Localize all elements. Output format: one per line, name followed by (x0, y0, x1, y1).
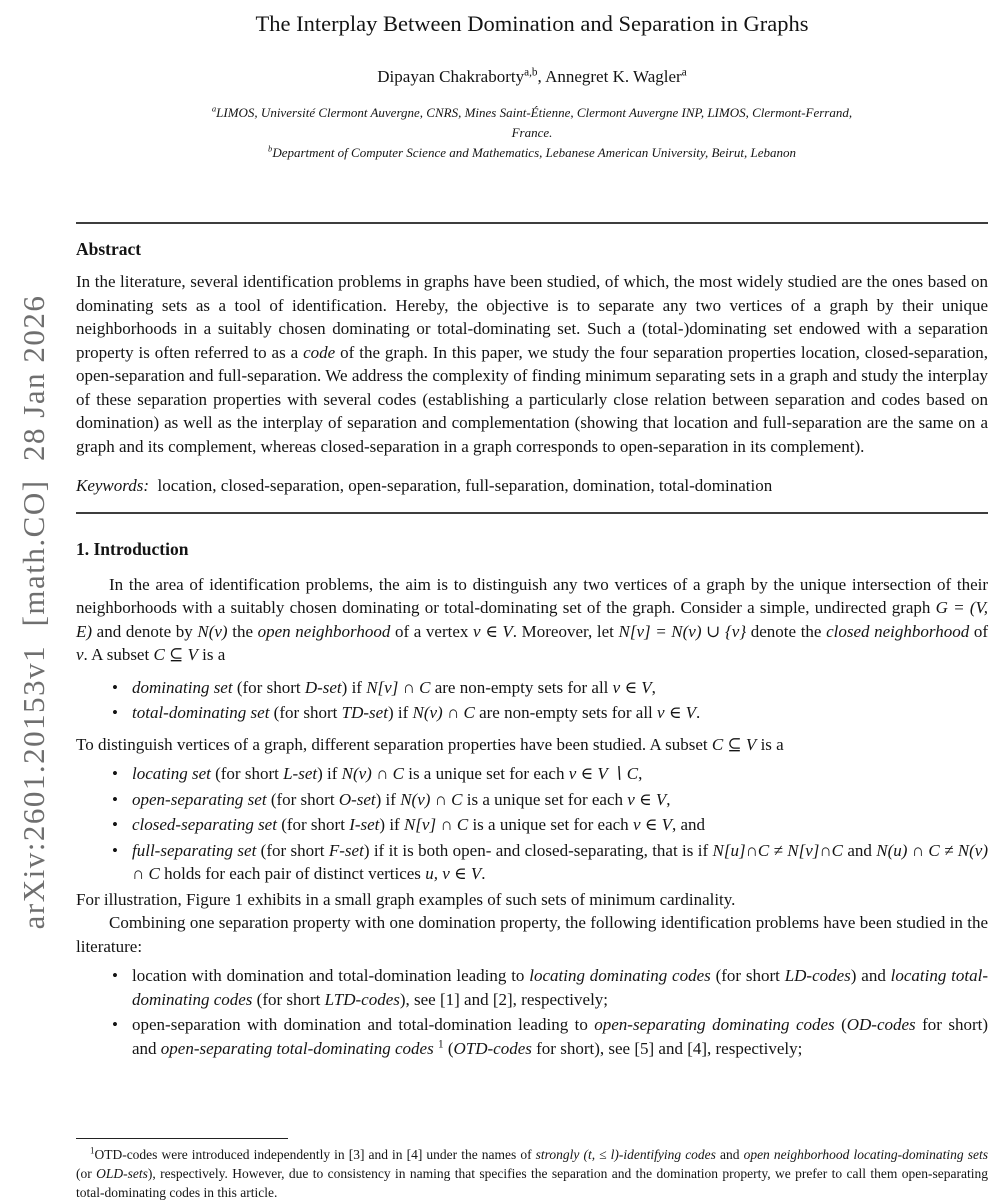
keywords-rule (76, 512, 988, 514)
intro-paragraph-2: To distinguish vertices of a graph, different separation properties have been studied. A subset C ⊆ V is a (76, 734, 784, 754)
intro-paragraph-3: For illustration, Figure 1 exhibits in a small graph examples of such sets of minimum cardinality. (76, 889, 736, 909)
list-item-total-dominating-set: • total-dominating set (for short TD-set) if N(v) ∩ C are non-empty sets for all v ∈ V. (132, 701, 988, 725)
list-item-dominating-set: • dominating set (for short D-set) if N[v] ∩ C are non-empty sets for all v ∈ V, (132, 676, 988, 700)
list-item-full-separating-set: • full-separating set (for short F-set) if it is both open- and closed-separating, that is if N[u]∩C ≠ N[v]∩C and N(u) ∩ C ≠ N(v) ∩ C holds for each pair of distinct vertices u, v ∈ V. (132, 839, 988, 886)
domination-definitions-list (76, 676, 988, 725)
list-item-closed-separating-set: • closed-separating set (for short I-set) if N[v] ∩ C is a unique set for each v ∈ V, and (132, 813, 988, 837)
affiliation-a-line2: France. (511, 125, 553, 140)
list-item-ld-codes: • location with domination and total-domination leading to locating dominating codes (for short LD-codes) and locating total-dominating codes (for short LTD-codes), see [1] and [2], respectively; (132, 964, 988, 1011)
introduction-heading: 1. Introduction (76, 538, 189, 559)
footnote-rule (76, 1138, 288, 1139)
paper-title: The Interplay Between Domination and Separation in Graphs (255, 11, 809, 36)
authors-line: Dipayan Chakraborty$^{a,b}$, Annegret K. Wagler$^a$ (377, 66, 687, 86)
list-item-locating-set: • locating set (for short L-set) if N(v) ∩ C is a unique set for each v ∈ V ∖ C, (132, 762, 988, 786)
codes-list (76, 964, 988, 1060)
abstract-body: In the literature, several identification problems in graphs have been studied, of which, the most widely studied are the ones based on dominating sets as a tool of identification. Hereby, the objective is to separate any two vertices of a graph by their unique neighborhoods in a suitably chosen dominating or total-dominating set. Such a (total-)dominating set endowed with a separation property is often referred to as a code of the graph. In this paper, we study the four separation properties location, closed-separation, open-separation and full-separation. We address the complexity of finding minimum separating sets in a graph and study the interplay of these separation properties with several codes (establishing a particularly close relation between separation and codes based on domination) as well as the interplay of separation and complementation (showing that location and full-separation are the same on a graph and its complement, whereas closed-separation in a graph corresponds to open-separation in its complement). (76, 272, 988, 456)
affiliations (76, 103, 988, 163)
list-item-otd-codes: • open-separation with domination and total-domination leading to open-separating dominating codes (OD-codes for short) and open-separating total-dominating codes $^1$ (OTD-codes for short), see [5] and [4], respectively; (132, 1013, 988, 1060)
footnote-area (76, 1138, 988, 1200)
separation-definitions-list (76, 762, 988, 886)
intro-paragraph-4: Combining one separation property with one domination property, the following identification problems have been studied in the literature: (76, 913, 988, 956)
header-rule (76, 222, 988, 224)
list-item-open-separating-set: • open-separating set (for short O-set) if N(v) ∩ C is a unique set for each v ∈ V, (132, 788, 988, 812)
abstract-heading: Abstract (76, 239, 142, 259)
keywords-line: Keywords: location, closed-separation, open-separation, full-separation, domination, total-domination (76, 476, 773, 495)
affiliation-b: $^b$Department of Computer Science and Mathematics, Lebanese American University, Beirut, Lebanon (268, 143, 796, 160)
affiliation-a-line1: $^a$LIMOS, Université Clermont Auvergne, CNRS, Mines Saint-Étienne, Clermont Auvergne INP, LIMOS, Clermont-Ferrand, (211, 103, 853, 120)
footnote-text: $^1$OTD-codes were introduced independently in [3] and in [4] under the names of strongly (t, ≤ l)-identifying codes and open neighborhood locating-dominating sets (or OLD-sets), respectively. However, due to consistency in naming that specifies the separation and the domination property, we prefer to call them open-separating total-dominating codes in this article. (76, 1145, 988, 1200)
intro-paragraph-1: In the area of identification problems, the aim is to distinguish any two vertices of a graph by the unique intersection of their neighborhoods with a suitably chosen dominating or total-dominating set of the graph. Consider a simple, undirected graph G = (V, E) and denote by N(v) the open neighborhood of a vertex v ∈ V. Moreover, let N[v] = N(v) ∪ {v} denote the closed neighborhood of v. A subset C ⊆ V is a (76, 574, 988, 664)
arxiv-watermark: arXiv:2601.20153v1 [math.CO] 28 Jan 2026 (16, 294, 51, 930)
paper-content (76, 0, 988, 1200)
